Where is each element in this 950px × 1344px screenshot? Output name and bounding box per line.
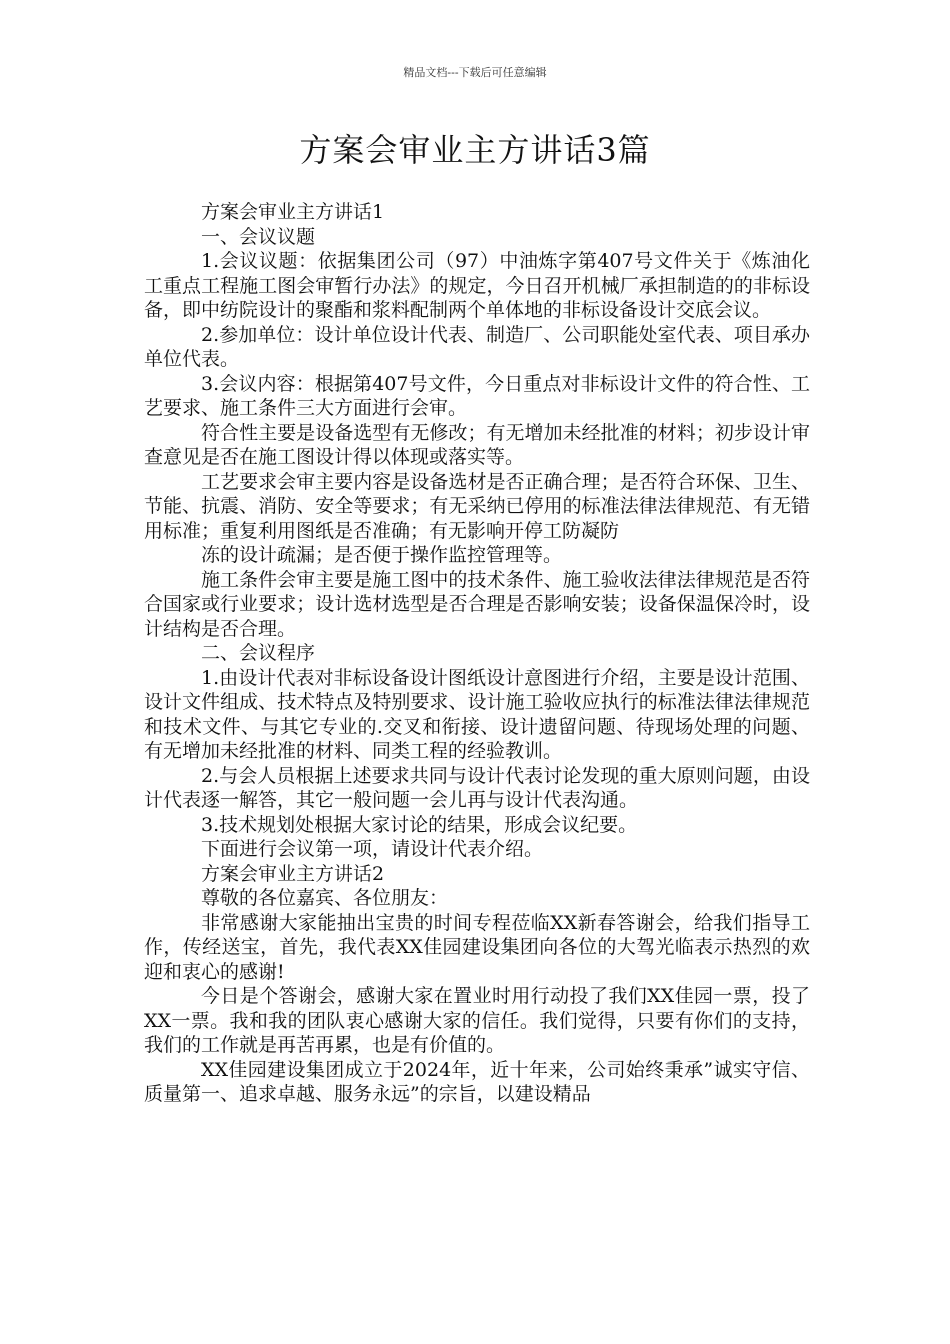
paragraph: 1.由设计代表对非标设备设计图纸设计意图进行介绍，主要是设计范围、设计文件组成、技术特点及特别要求、设计施工验收应执行的标准法律法律规范和技术文件、与其它专业的.交叉和衔接、设计遗留问题、待现场处理的问题、有无增加未经批准的材料、同类工程的经验教训。 (144, 666, 810, 762)
salutation: 尊敬的各位嘉宾、各位朋友： (201, 887, 449, 909)
document-body (144, 200, 810, 1107)
paragraph: 工艺要求会审主要内容是设备选材是否正确合理；是否符合环保、卫生、节能、抗震、消防、安全等要求；有无采纳已停用的标准法律法律规范、有无错用标准；重复利用图纸是否准确；有无影响开停工防凝防 (144, 470, 810, 542)
paragraph: 2.与会人员根据上述要求共同与设计代表讨论发现的重大原则问题，由设计代表逐一解答，其它一般问题一会儿再与设计代表沟通。 (144, 764, 810, 811)
paragraph: 3.会议内容：根据第407号文件，今日重点对非标设计文件的符合性、工艺要求、施工条件三大方面进行会审。 (144, 372, 810, 419)
section-heading-agenda: 一、会议议题 (201, 225, 316, 248)
paragraph: 冻的设计疏漏；是否便于操作监控管理等。 (201, 544, 563, 566)
paragraph: 今日是个答谢会，感谢大家在置业时用行动投了我们XX佳园一票，投了XX一票。我和我的团队衷心感谢大家的信任。我们觉得，只要有你们的支持，我们的工作就是再苦再累，也是有价值的。 (144, 985, 810, 1056)
paragraph: 1.会议议题：依据集团公司（97）中油炼字第407号文件关于《炼油化工重点工程施工图会审暂行办法》的规定，今日召开机械厂承担制造的的非标设备，即中纺院设计的聚酯和浆料配制两个单体地的非标设备设计交底会议。 (144, 250, 810, 321)
speech-1-heading: 方案会审业主方讲话1 (201, 201, 385, 223)
paragraph: 符合性主要是设备选型有无修改；有无增加未经批准的材料；初步设计审查意见是否在施工图设计得以体现或落实等。 (144, 421, 810, 468)
paragraph: 3.技术规划处根据大家讨论的结果，形成会议纪要。 (201, 813, 638, 836)
paragraph: XX佳园建设集团成立于2024年，近十年来，公司始终秉承”诚实守信、质量第一、追求卓越、服务永远”的宗旨，以建设精品 (144, 1058, 810, 1105)
header-note: 精品文档---下载后可任意编辑 (403, 66, 547, 79)
paragraph: 2.参加单位：设计单位设计代表、制造厂、公司职能处室代表、项目承办单位代表。 (144, 323, 810, 370)
paragraph: 施工条件会审主要是施工图中的技术条件、施工验收法律法律规范是否符合国家或行业要求；设计选材选型是否合理是否影响安装；设备保温保冷时，设计结构是否合理。 (144, 568, 810, 640)
paragraph: 非常感谢大家能抽出宝贵的时间专程莅临XX新春答谢会，给我们指导工作，传经送宝，首先，我代表XX佳园建设集团向各位的大驾光临表示热烈的欢迎和衷心的感谢! (144, 911, 810, 983)
paragraph: 下面进行会议第一项，请设计代表介绍。 (201, 838, 544, 860)
speech-2-heading: 方案会审业主方讲话2 (201, 862, 385, 885)
document-title: 方案会审业主方讲话3篇 (299, 131, 651, 169)
section-heading-procedure: 二、会议程序 (201, 642, 316, 664)
